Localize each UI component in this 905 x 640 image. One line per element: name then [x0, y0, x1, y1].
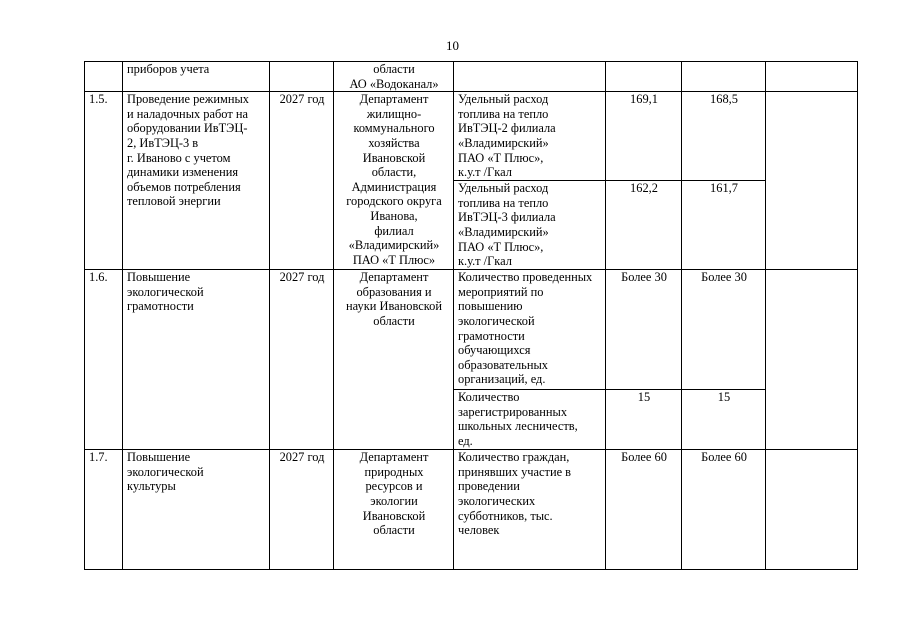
value1-cell: 162,2 [606, 181, 682, 270]
value1-cell [606, 62, 682, 92]
value2-cell: Более 60 [682, 450, 766, 570]
value1-cell: 169,1 [606, 92, 682, 181]
indicator-cell: Количество зарегистрированных школьных лесничеств, ед. [454, 390, 606, 450]
executor-cell: Департамент природных ресурсов и экологии Ивановской области [334, 450, 454, 570]
value2-cell: 168,5 [682, 92, 766, 181]
table-row [85, 92, 858, 181]
indicator-cell [454, 62, 606, 92]
year-cell: 2027 год [270, 270, 334, 450]
table-row [85, 270, 858, 390]
page-number: 10 [446, 38, 459, 53]
value1-cell: 15 [606, 390, 682, 450]
year-cell [270, 62, 334, 92]
indicator-cell: Удельный расход топлива на тепло ИвТЭЦ-3 филиала «Владимирский» ПАО «Т Плюс», к.у.т /Гкал [454, 181, 606, 270]
measures-table [84, 61, 858, 570]
row-number-cell: 1.6. [85, 270, 123, 450]
continuation-row [85, 62, 858, 92]
value1-cell: Более 60 [606, 450, 682, 570]
executor-cell: Департамент жилищно- коммунального хозяйства Ивановской области, Администрация городского округа Иванова, филиал «Владимирский» ПАО «Т Плюс» [334, 92, 454, 270]
executor-cell: области АО «Водоканал» [334, 62, 454, 92]
row-number-cell: 1.7. [85, 450, 123, 570]
value2-cell [682, 62, 766, 92]
value2-cell: 161,7 [682, 181, 766, 270]
row-number-cell: 1.5. [85, 92, 123, 270]
indicator-cell: Удельный расход топлива на тепло ИвТЭЦ-2 филиала «Владимирский» ПАО «Т Плюс», к.у.т /Гкал [454, 92, 606, 181]
activity-cell: Повышение экологической грамотности [123, 270, 270, 450]
extra-cell [766, 62, 858, 92]
indicator-cell: Количество проведенных мероприятий по повышению экологической грамотности обучающихся образовательных организаций, ед. [454, 270, 606, 390]
table-row [85, 450, 858, 570]
activity-cell: приборов учета [123, 62, 270, 92]
value2-cell: Более 30 [682, 270, 766, 390]
year-cell: 2027 год [270, 450, 334, 570]
activity-cell: Повышение экологической культуры [123, 450, 270, 570]
extra-cell [766, 270, 858, 450]
value1-cell: Более 30 [606, 270, 682, 390]
extra-cell [766, 92, 858, 270]
indicator-cell: Количество граждан, принявших участие в проведении экологических субботников, тыс. человек [454, 450, 606, 570]
value2-cell: 15 [682, 390, 766, 450]
year-cell: 2027 год [270, 92, 334, 270]
extra-cell [766, 450, 858, 570]
activity-cell: Проведение режимных и наладочных работ на оборудовании ИвТЭЦ- 2, ИвТЭЦ-3 в г. Иваново с учетом динамики изменения объемов потребления тепловой энергии [123, 92, 270, 270]
row-number-cell [85, 62, 123, 92]
executor-cell: Департамент образования и науки Ивановской области [334, 270, 454, 450]
